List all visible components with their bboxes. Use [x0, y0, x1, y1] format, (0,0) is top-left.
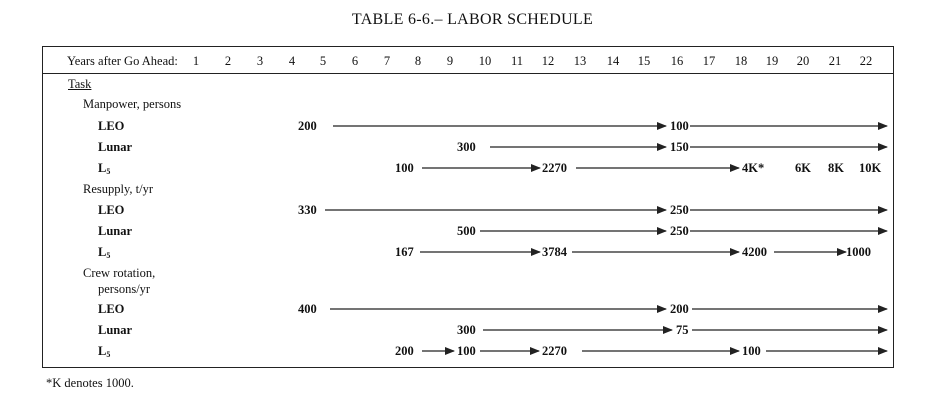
value-cell: 2270 — [542, 161, 567, 175]
year-12: 12 — [541, 54, 555, 68]
value-cell: 300 — [457, 140, 476, 154]
section-resupply: Resupply, t/yr — [83, 182, 154, 196]
year-4: 4 — [288, 54, 296, 68]
year-2: 2 — [224, 54, 232, 68]
value-cell: 2270 — [542, 344, 567, 358]
year-7: 7 — [383, 54, 391, 68]
value-cell: 8K — [828, 161, 844, 175]
year-13: 13 — [573, 54, 587, 68]
value-cell: 1000 — [846, 245, 871, 259]
years-header-label: Years after Go Ahead: — [67, 54, 178, 68]
year-15: 15 — [637, 54, 651, 68]
row-label-leo: LEO — [98, 302, 125, 316]
year-20: 20 — [796, 54, 810, 68]
value-cell: 300 — [457, 323, 476, 337]
year-17: 17 — [702, 54, 716, 68]
value-cell: 4200 — [742, 245, 767, 259]
year-9: 9 — [446, 54, 454, 68]
row-label-leo: LEO — [98, 119, 125, 133]
row-label-leo: LEO — [98, 203, 125, 217]
table-title: TABLE 6-6.– LABOR SCHEDULE — [351, 11, 594, 28]
section-manpower: Manpower, persons — [83, 97, 182, 111]
year-6: 6 — [351, 54, 359, 68]
value-cell: 100 — [742, 344, 761, 358]
row-label-l5: $L_5$ — [98, 161, 111, 176]
value-cell: 200 — [670, 302, 689, 316]
value-cell: 200 — [395, 344, 414, 358]
year-8: 8 — [414, 54, 422, 68]
year-5: 5 — [319, 54, 327, 68]
year-16: 16 — [670, 54, 684, 68]
value-cell: 400 — [298, 302, 317, 316]
year-14: 14 — [606, 54, 620, 68]
value-cell: 250 — [670, 203, 689, 217]
row-label-lunar: Lunar — [98, 140, 133, 154]
section-crew-rotation: Crew rotation, — [83, 266, 156, 280]
value-cell: 167 — [395, 245, 414, 259]
value-cell: 500 — [457, 224, 476, 238]
year-22: 22 — [859, 54, 873, 68]
year-18: 18 — [734, 54, 748, 68]
task-column-label: Task — [68, 77, 92, 91]
value-cell: 75 — [676, 323, 689, 337]
value-cell: 3784 — [542, 245, 567, 259]
year-19: 19 — [765, 54, 779, 68]
year-3: 3 — [256, 54, 264, 68]
row-label-lunar: Lunar — [98, 224, 133, 238]
row-label-lunar: Lunar — [98, 323, 133, 337]
value-cell: 150 — [670, 140, 689, 154]
value-cell: 100 — [395, 161, 414, 175]
value-cell: 200 — [298, 119, 317, 133]
year-10: 10 — [478, 54, 492, 68]
footnote: *K denotes 1000. — [46, 376, 134, 390]
row-label-l5: $L_5$ — [98, 245, 111, 260]
value-cell: 6K — [795, 161, 811, 175]
value-cell: 330 — [298, 203, 317, 217]
year-1: 1 — [192, 54, 200, 68]
year-21: 21 — [828, 54, 842, 68]
value-cell: 100 — [670, 119, 689, 133]
year-11: 11 — [510, 54, 524, 68]
value-cell: 250 — [670, 224, 689, 238]
value-cell: 100 — [457, 344, 476, 358]
row-label-l5: $L_5$ — [98, 344, 111, 359]
value-cell: 10K — [859, 161, 882, 175]
value-cell: 4K* — [742, 161, 765, 175]
section-crew-rotation-unit: persons/yr — [98, 282, 151, 296]
